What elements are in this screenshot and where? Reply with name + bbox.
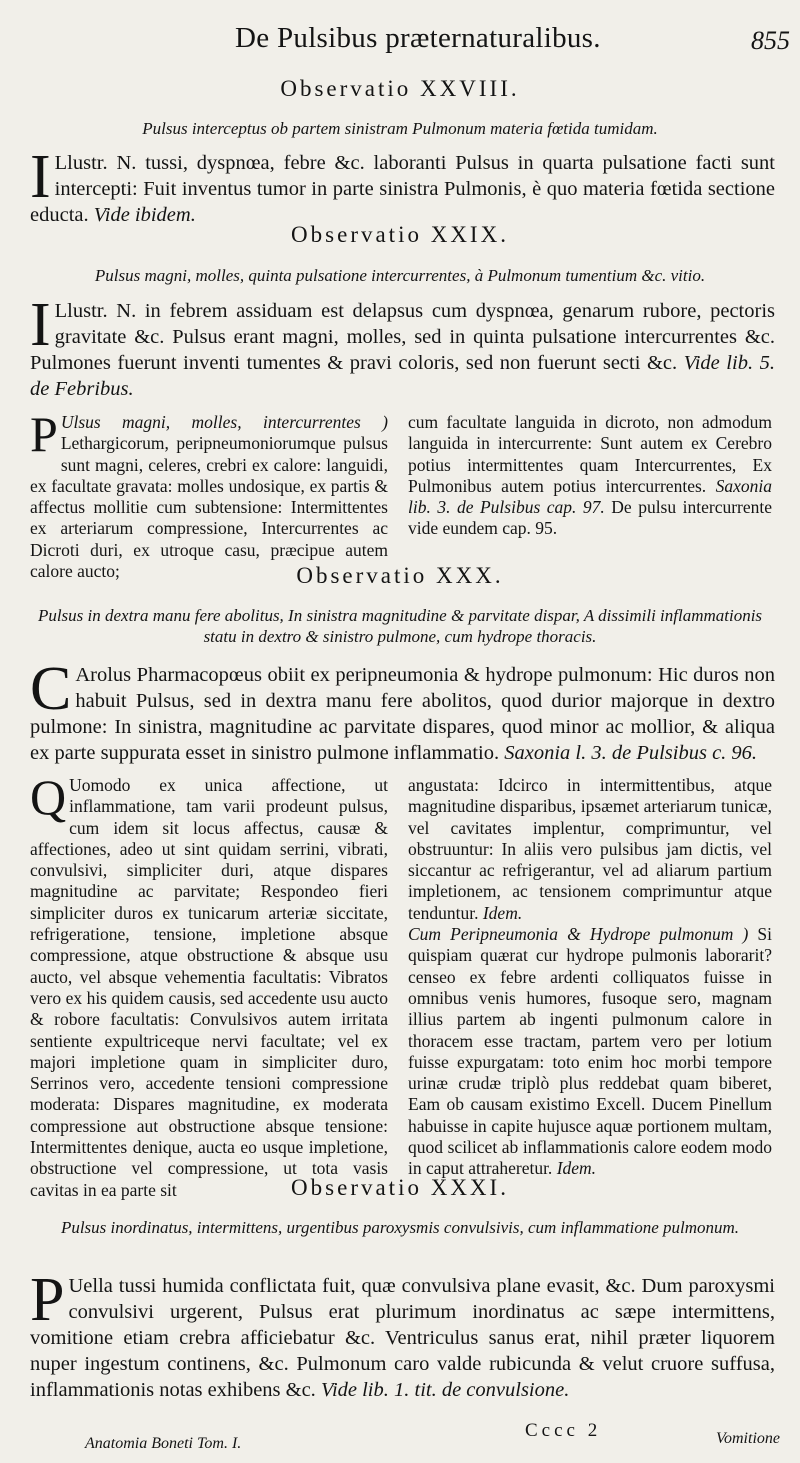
commentary-text: Si quispiam quærat cur hydrope pulmonis laborarit? censeo ex febre ardenti colliquatos fuisse in omnibus venis humores, fusoque sero, magnam illius partem ab ingenti pulmonum calore in thoracem esse tractam, partem vero per lotium fuisse expurgatam: toto enim hoc morbi tempore urinæ crudæ triplò plus reddebat quam biberet, Eam ob causam existimo Excell. Ducem Pinellum habuisse in capite hujusce aquæ portionem multam, quod scilicet ab inflammationis calore eodem modo in caput attraheretur. [408,924,773,1179]
case-text: Uella tussi humida conflictata fuit, quæ convulsiva plane evasit, &c. Dum paroxysmi convulsivi urgerent, Pulsus erat plurimum inordinatus ac sæpe intermittens, vomitione etiam crebra afficiebatur &c. Ventriculus sanus erat, nihil præter liquorem nuper ingestum continens, &c. Pulmonum caro valde rubicunda & velut cruore suffusa, inflammationis notas exhibens &c. [30,1275,775,1401]
observation-30-case [30,655,775,766]
observation-29-summary: Pulsus magni, molles, quinta pulsatione intercurrentes, à Pulmonum tumentium &c. vitio. [94,266,706,285]
commentary-text: cum facultate languida in dicroto, non admodum languida in intercurrente: Sunt autem ex Cerebro potius intermittentes quam Intercurrentes, Ex Pulmonibus autem potius intercurrentes. [408,412,772,496]
observation-28-summary: Pulsus interceptus ob partem sinistram Pulmonum materia fœtida tumidam. [142,119,658,138]
observation-28-title: Observatio XXVIII. [280,76,520,101]
drop-cap: Q [30,769,67,825]
commentary-text: Uomodo ex unica affectione, ut inflammatione, tam varii prodeunt pulsus, cum idem sit locus affectus, causæ & affectiones, adeo ut sint quidam serrini, vibrati, convulsivi, simpliciter duri, atque dispares magnitudine ac parvitate; Respondeo fieri simpliciter duros ex tunicarum arteriæ siccitate, refrigeratione, tensione, impletione absque compressione, atque obstructione & absque usu aucto, vel absque vehementia facultatis: Vibratos vero ex his quidem causis, sed accedente usu aucto & robore facultatis: Convulsivos autem irritata sentiente expultriceque nervi facultate; vel ex majori impletione quam in simpliciter duro, Serrinos vero, accedente tensioni compressione moderata: Dispares magnitudine, ex moderata compressione aut obstructione absque tensione: Intermittentes denique, aucta eo usque impletione, obstructione vel compressione, ut tota vasis cavitas in ea parte sit [30,775,388,1200]
signature-mark: Cccc 2 [525,1420,602,1441]
commentary-reference: Saxonia lib. 3. de Pulsibus cap. 97. [408,475,772,518]
case-reference: Vide lib. 1. tit. de convulsione. [320,1379,570,1401]
commentary-tail: De pulsu intercurrente vide eundem cap. 95. [408,497,773,539]
drop-cap: P [30,1266,65,1334]
commentary-left-column [30,769,388,1201]
commentary-lemma: Ulsus magni, molles, intercurrentes ) [60,412,388,432]
observation-31-title: Observatio XXXI. [291,1175,509,1200]
page-header [0,20,800,60]
commentary-text: angustata: Idcirco in intermittentibus, atque magnitudine disparibus, ipsæmet arteriarum tunicæ, vel cavitates implentur, comprimuntur, vel obstruuntur: In aliis vero pulsibus jam dictis, vel siccantur ac refrigerantur, vel ad aliarum partium impletionem, ac tensionem comprimuntur atque tenduntur. [408,775,772,923]
running-head: De Pulsibus præternaturalibus. [235,22,601,54]
catchword: Vomitione [716,1430,780,1447]
drop-cap: P [30,406,58,462]
observation-31-case [30,1266,775,1403]
commentary-right-column [408,412,772,540]
footer-note: Anatomia Boneti Tom. I. [85,1435,242,1452]
observation-29-case [30,291,776,402]
observation-30-summary: Pulsus in dextra manu fere abolitus, In sinistra magnitudine & parvitate dispar, A dissimili inflammationis statu in dextro & sinistro pulmone, cum hydrope thoracis. [37,606,763,646]
observation-31-summary: Pulsus inordinatus, intermittens, urgentibus paroxysmis convulsivis, cum inflammatione pulmonum. [60,1218,740,1237]
drop-cap: C [30,655,72,723]
case-reference: Vide ibidem. [93,204,196,226]
drop-cap: I [30,291,51,359]
observation-29-title: Observatio XXIX. [291,222,509,247]
observation-30-title: Observatio XXX. [296,563,504,588]
case-reference: Saxonia l. 3. de Pulsibus c. 96. [504,742,758,764]
drop-cap: I [30,143,51,211]
commentary-lemma: Cum Peripneumonia & Hydrope pulmonum ) [408,924,749,945]
page-number: 855 [751,26,790,55]
commentary-reference: Idem. [482,902,523,923]
case-text: Arolus Pharmacopœus obiit ex peripneumonia & hydrope pulmonum: Hic duros non habuit Pulsus, sed in dextra manu fere abolitos, quod durior majorque in dextro pulmone: In sinistra, magnitudine ac parvitate dispares, quod minor ac mollior, & aliqua ex parte suppurata esset in sinistro pulmone inflammatio. [30,664,775,764]
observation-28-case [30,143,775,228]
commentary-text: Lethargicorum, peripneumoniorumque pulsus sunt magni, celeres, crebri ex calore: languidi, ex facultate gravata: molles undosique, ex partis & affectus mollitie cum subtensione: Intermittentes ex arteriarum compressione, Intercurrentes ac Dicroti duri, ex utroque casu, præcipue autem calore aucto; [30,433,388,582]
case-text: Llustr. N. tussi, dyspnœa, febre &c. laboranti Pulsus in quarta pulsatione facti sunt intercepti: Fuit inventus tumor in parte sinistra Pulmonis, è quo materia fœtida sectione educta. [30,152,775,226]
commentary-right-column [408,775,772,1180]
case-reference: Vide lib. 5. de Febribus. [30,352,776,400]
case-text: Llustr. N. in febrem assiduam est delapsus cum dyspnœa, genarum rubore, pectoris gravitate &c. Pulsus erant magni, molles, sed in quinta pulsatione intercurrentes &c. Pulmones fuerunt inventi tumentes & pravi coloris, sed non fuerunt secti &c. [30,300,775,374]
commentary-reference: Idem. [556,1158,597,1179]
commentary-left-column [30,406,388,582]
